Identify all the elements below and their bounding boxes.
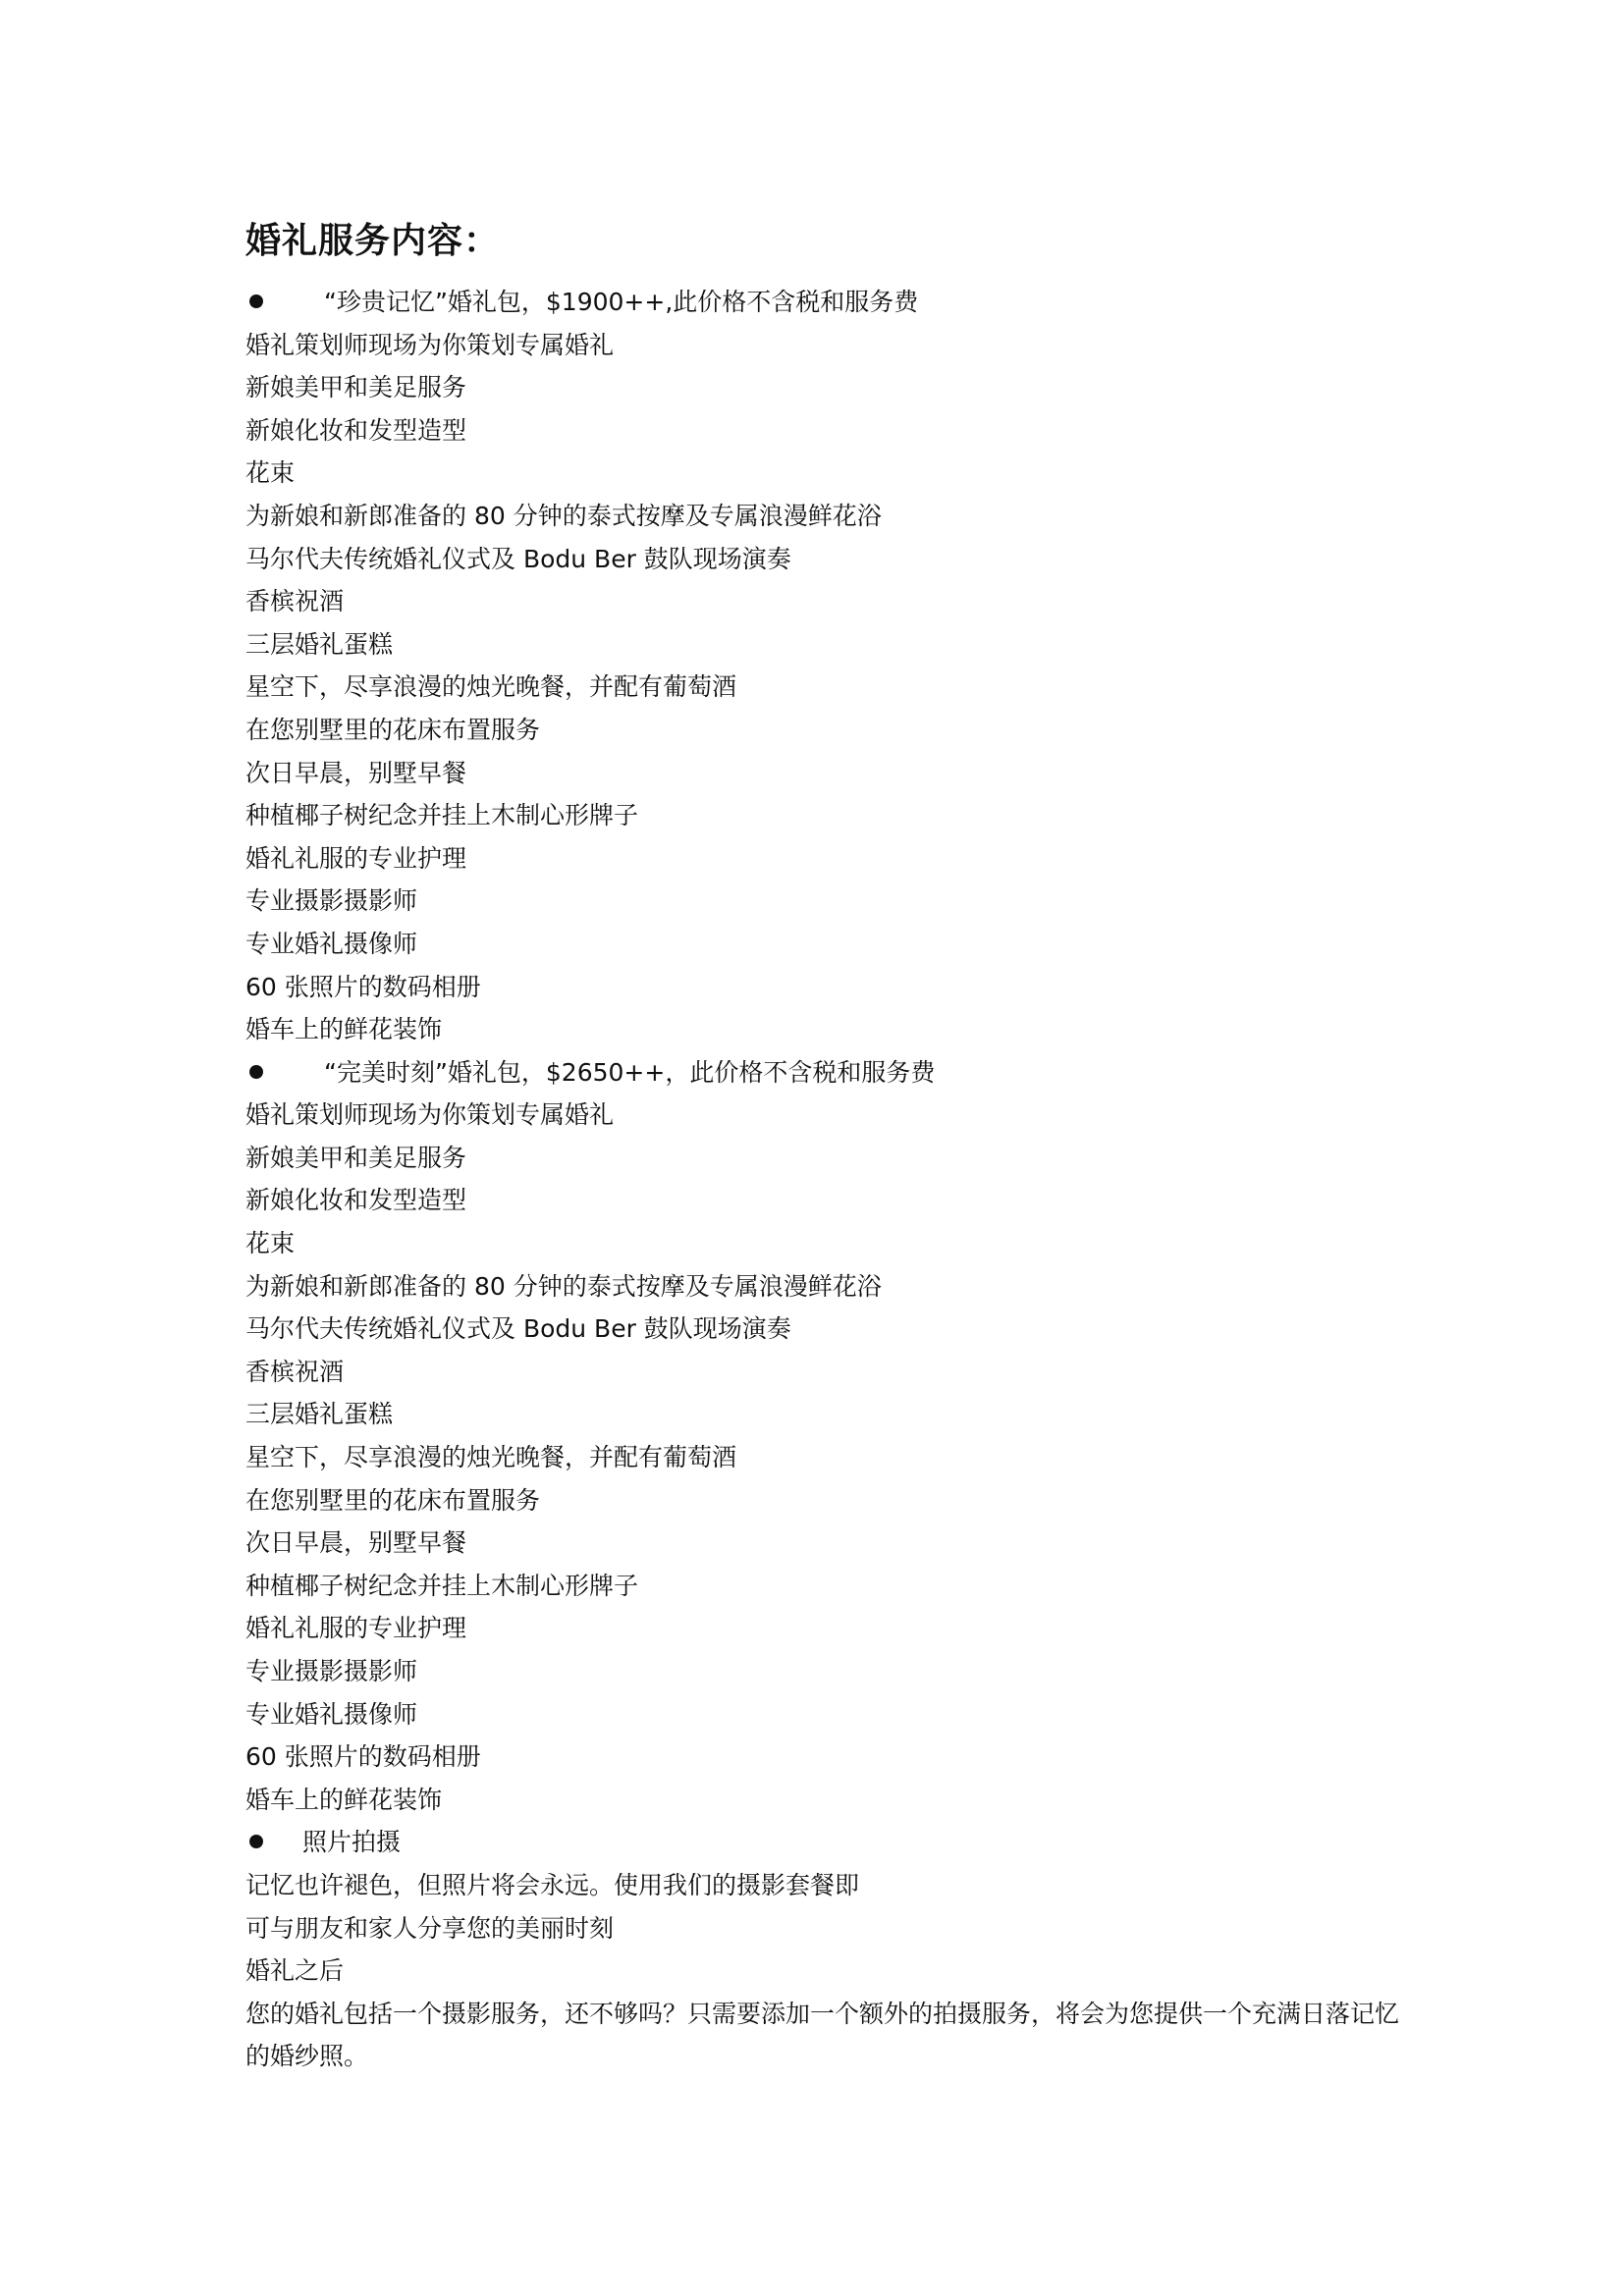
list-item: 专业婚礼摄像师 <box>245 929 418 958</box>
bullet-package-2 <box>245 1051 1404 1095</box>
list-item: 60 张照片的数码相册 <box>245 972 481 1001</box>
list-item: 婚礼策划师现场为你策划专属婚礼 <box>245 1100 615 1130</box>
bullet-package-1 <box>245 281 1404 324</box>
list-item: 60 张照片的数码相册 <box>245 1742 481 1772</box>
bullet-dot-icon <box>249 294 263 308</box>
list-item: 新娘化妆和发型造型 <box>245 1186 467 1215</box>
list-item: 在您别墅里的花床布置服务 <box>245 715 541 744</box>
package-perfect-moment <box>245 1051 1404 1822</box>
list-item: 婚礼策划师现场为你策划专属婚礼 <box>245 330 615 359</box>
photo-paragraph: 您的婚礼包括一个摄影服务，还不够吗？只需要添加一个额外的拍摄服务，将会为您提供一个充满日落记忆的婚纱照。 <box>245 1999 1400 2071</box>
list-item: 次日早晨，别墅早餐 <box>245 1528 467 1558</box>
list-item: 婚车上的鲜花装饰 <box>245 1785 443 1814</box>
bullet-dot-icon <box>249 1065 263 1079</box>
bullet-dot-icon <box>249 1835 263 1848</box>
list-item: 星空下，尽享浪漫的烛光晚餐，并配有葡萄酒 <box>245 1443 737 1472</box>
list-item: 花束 <box>245 458 296 488</box>
bullet-photo <box>245 1821 1404 1864</box>
list-item: 为新娘和新郎准备的 80 分钟的泰式按摩及专属浪漫鲜花浴 <box>245 501 882 530</box>
list-item: 三层婚礼蛋糕 <box>245 1400 394 1429</box>
photo-section <box>245 1821 1404 2078</box>
list-item: 婚车上的鲜花装饰 <box>245 1015 443 1044</box>
list-item: 在您别墅里的花床布置服务 <box>245 1485 541 1515</box>
list-item: 婚礼礼服的专业护理 <box>245 843 467 873</box>
list-item: 次日早晨，别墅早餐 <box>245 758 467 787</box>
list-item: 为新娘和新郎准备的 80 分钟的泰式按摩及专属浪漫鲜花浴 <box>245 1271 882 1301</box>
photo-line: 婚礼之后 <box>245 1956 345 1986</box>
list-item: 星空下，尽享浪漫的烛光晚餐，并配有葡萄酒 <box>245 672 737 702</box>
package-2-heading: “完美时刻”婚礼包，$2650++，此价格不含税和服务费 <box>324 1057 936 1087</box>
list-item: 专业摄影摄影师 <box>245 886 418 916</box>
document-page <box>245 216 1404 2078</box>
list-item: 新娘化妆和发型造型 <box>245 415 467 445</box>
list-item: 种植椰子树纪念并挂上木制心形牌子 <box>245 1571 639 1600</box>
list-item: 三层婚礼蛋糕 <box>245 629 394 659</box>
list-item: 香槟祝酒 <box>245 587 345 616</box>
package-1-heading: “珍贵记忆”婚礼包，$1900++,此价格不含税和服务费 <box>324 288 919 316</box>
package-precious-memory <box>245 281 1404 1051</box>
list-item: 香槟祝酒 <box>245 1357 345 1386</box>
photo-heading: 照片拍摄 <box>302 1828 402 1857</box>
list-item: 马尔代夫传统婚礼仪式及 Bodu Ber 鼓队现场演奏 <box>245 1314 791 1344</box>
page-title: 婚礼服务内容： <box>245 221 501 261</box>
photo-line: 记忆也许褪色，但照片将会永远。使用我们的摄影套餐即 <box>245 1870 860 1899</box>
photo-line: 可与朋友和家人分享您的美丽时刻 <box>245 1913 615 1943</box>
list-item: 新娘美甲和美足服务 <box>245 1143 467 1172</box>
list-item: 专业摄影摄影师 <box>245 1657 418 1685</box>
list-item: 花束 <box>245 1229 296 1258</box>
list-item: 马尔代夫传统婚礼仪式及 Bodu Ber 鼓队现场演奏 <box>245 544 791 573</box>
list-item: 婚礼礼服的专业护理 <box>245 1614 467 1643</box>
list-item: 专业婚礼摄像师 <box>245 1699 418 1729</box>
list-item: 种植椰子树纪念并挂上木制心形牌子 <box>245 801 639 830</box>
list-item: 新娘美甲和美足服务 <box>245 373 467 402</box>
